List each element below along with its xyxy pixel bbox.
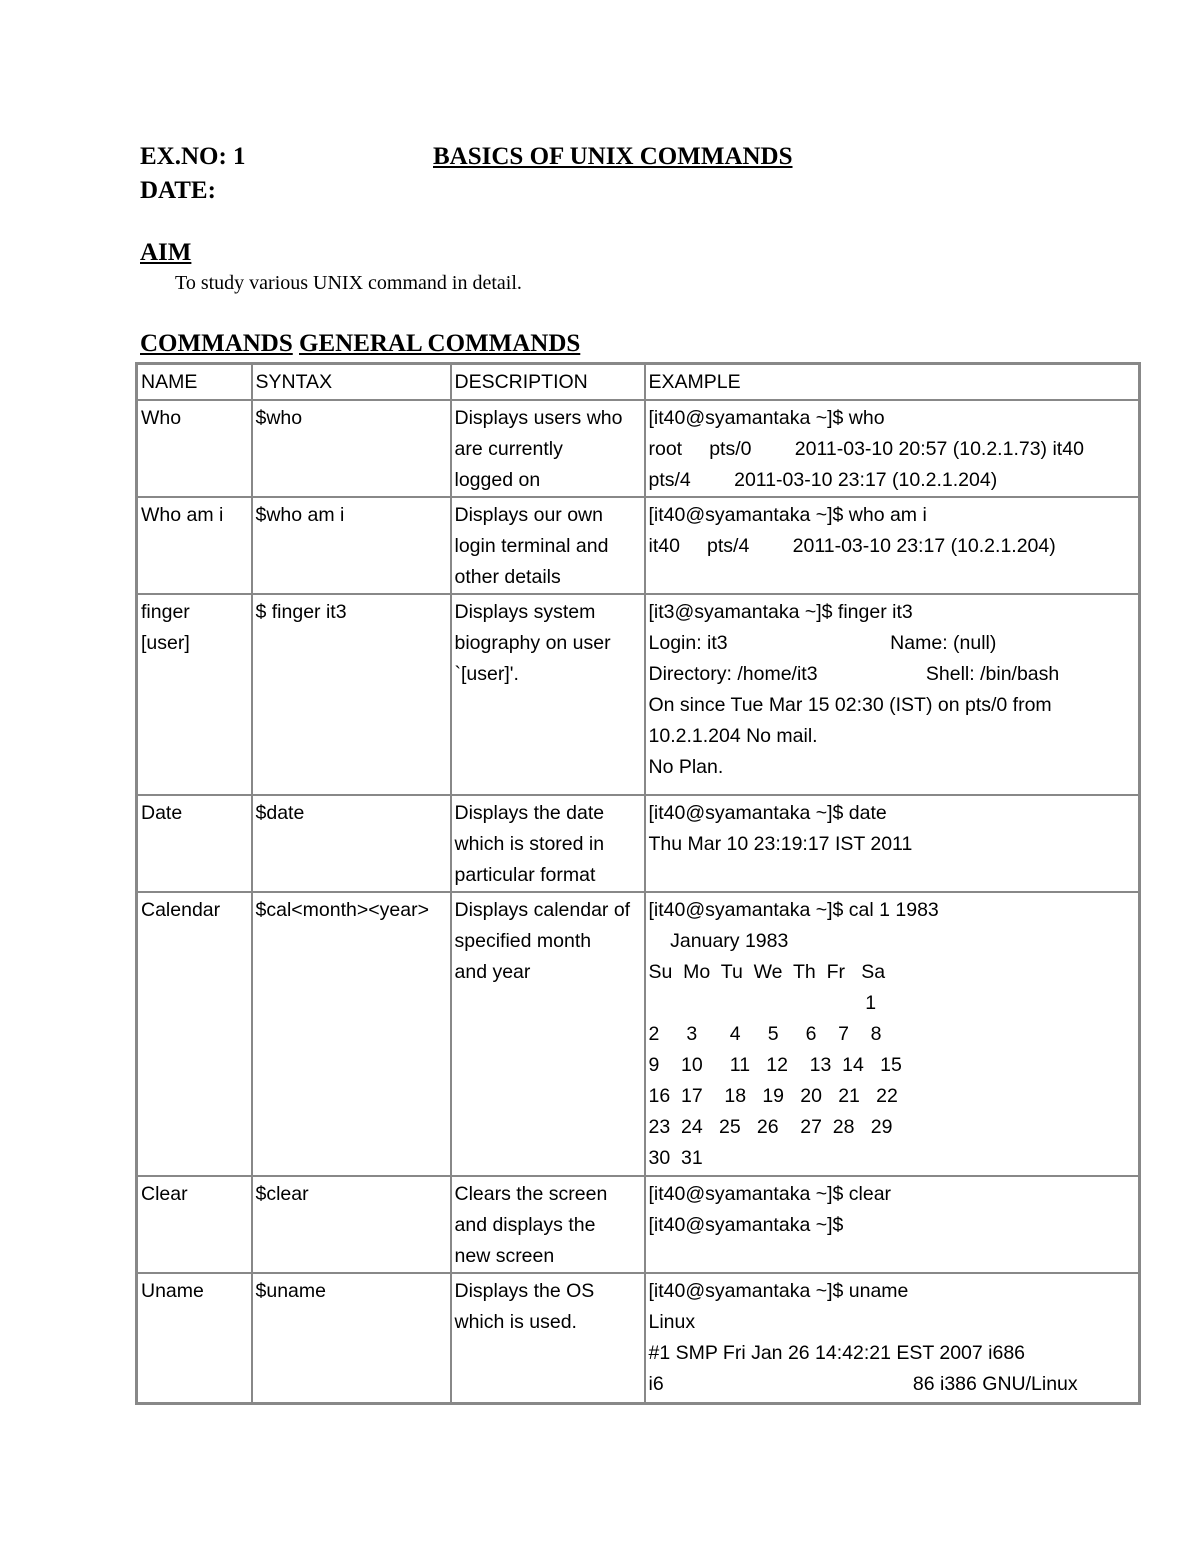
table-row [137,1273,1140,1403]
commands-table [135,362,1141,1405]
cell-example: [it40@syamantaka ~]$ date Thu Mar 10 23:19:17 IST 2011 [645,795,1140,892]
header-cell-example: EXAMPLE [645,364,1140,401]
cell-description: Clears the screen and displays the new screen [451,1176,645,1273]
cell-description: Displays users who are currently logged on [451,400,645,497]
cell-syntax: $ finger it3 [252,594,451,795]
cell-description: Displays system biography on user `[user]'. [451,594,645,795]
cell-description: Displays the OS which is used. [451,1273,645,1403]
cell-name: Date [137,795,252,892]
cell-example: [it40@syamantaka ~]$ who am i it40 pts/4 2011-03-10 23:17 (10.2.1.204) [645,497,1140,594]
date-label: DATE: [140,177,216,204]
commands-heading [140,330,580,358]
cell-example: [it3@syamantaka ~]$ finger it3 Login: it3 Name: (null) Directory: /home/it3 Shell: /bin/bash On since Tue Mar 15 02:30 (IST) on pts/0 from 10.2.1.204 No mail. No Plan. [645,594,1140,795]
table-row [137,795,1140,892]
cell-syntax: $who [252,400,451,497]
cell-name: Calendar [137,892,252,1176]
cell-example: [it40@syamantaka ~]$ who root pts/0 2011-03-10 20:57 (10.2.1.73) it40 pts/4 2011-03-10 23:17 (10.2.1.204) [645,400,1140,497]
cell-description: Displays our own login terminal and other details [451,497,645,594]
commands-heading-part1: COMMANDS [140,330,293,357]
table-row [137,1176,1140,1273]
header-cell-syntax: SYNTAX [252,364,451,401]
table-row [137,400,1140,497]
cell-syntax: $who am i [252,497,451,594]
cell-syntax: $uname [252,1273,451,1403]
cell-example: [it40@syamantaka ~]$ clear [it40@syamantaka ~]$ [645,1176,1140,1273]
cell-example: [it40@syamantaka ~]$ cal 1 1983 January 1983 Su Mo Tu We Th Fr Sa 1 2 3 4 5 6 7 8 9 10 11 12 13 14 15 16 17 18 19 20 21 22 23 24 25 26 27 28 29 30 31 [645,892,1140,1176]
table-row [137,892,1140,1176]
aim-heading: AIM [140,239,192,266]
document-title: BASICS OF UNIX COMMANDS [433,143,793,170]
header-cell-description: DESCRIPTION [451,364,645,401]
cell-description: Displays calendar of specified month and year [451,892,645,1176]
cell-name: Who am i [137,497,252,594]
cell-syntax: $cal<month><year> [252,892,451,1176]
aim-text: To study various UNIX command in detail. [175,272,522,294]
cell-description: Displays the date which is stored in particular format [451,795,645,892]
cell-example: [it40@syamantaka ~]$ uname Linux #1 SMP Fri Jan 26 14:42:21 EST 2007 i686 i6 86 i386 GNU/Linux [645,1273,1140,1403]
cell-name: finger [user] [137,594,252,795]
cell-syntax: $clear [252,1176,451,1273]
commands-heading-part2: GENERAL COMMANDS [299,330,581,357]
header-cell-name: NAME [137,364,252,401]
cell-syntax: $date [252,795,451,892]
table-row [137,497,1140,594]
table-row [137,594,1140,795]
cell-name: Who [137,400,252,497]
exercise-number: EX.NO: 1 [140,143,246,170]
cell-name: Uname [137,1273,252,1403]
table-header-row [137,364,1140,401]
cell-name: Clear [137,1176,252,1273]
